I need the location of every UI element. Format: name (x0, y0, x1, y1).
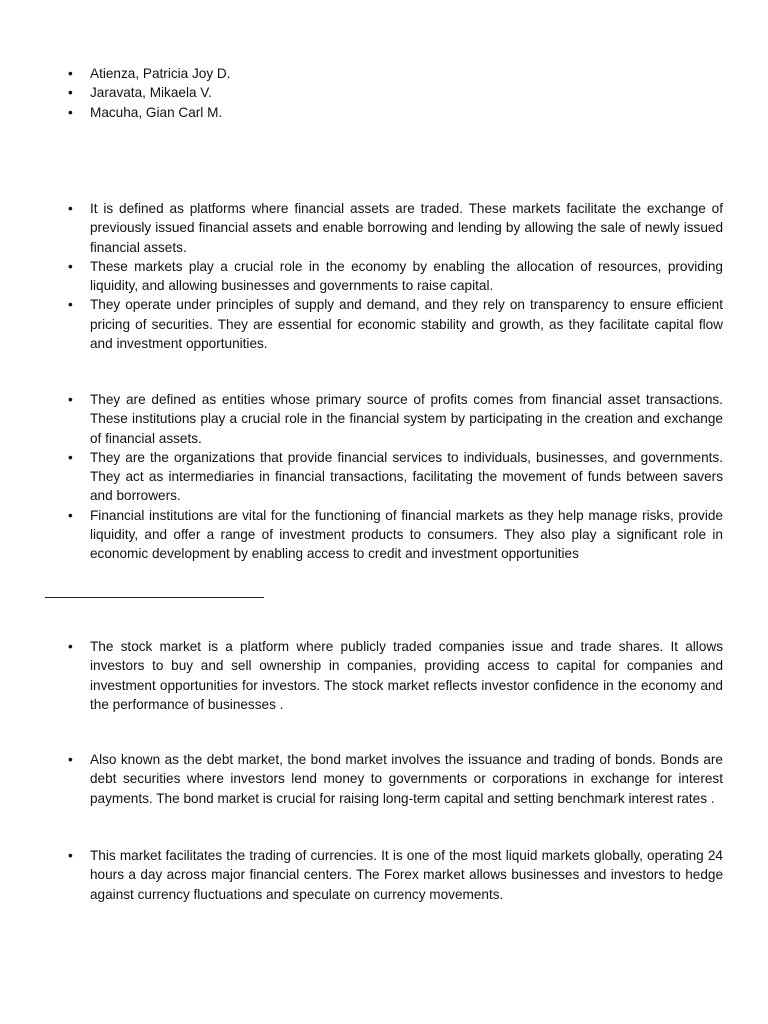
bullet-paragraph: • They operate under principles of supply and demand, and they rely on transparency to ensure efficient pricing of securities. They are essential for economic stability and growth, as they facilitate capital flow and investment opportunities. (90, 295, 723, 353)
author-item: • Macuha, Gian Carl M. (90, 103, 723, 122)
forex-market-list (90, 846, 723, 904)
stock-market-list (90, 637, 723, 714)
bullet-paragraph: • They are the organizations that provide financial services to individuals, businesses, and governments. They act as intermediaries in financial transactions, facilitating the movement of funds between savers and borrowers. (90, 448, 723, 506)
bullet-paragraph: • This market facilitates the trading of currencies. It is one of the most liquid markets globally, operating 24 hours a day across major financial centers. The Forex market allows businesses and investors to hedge against currency fluctuations and speculate on currency movements. (90, 846, 723, 904)
bond-market-list (90, 750, 723, 808)
bullet-paragraph: • The stock market is a platform where publicly traded companies issue and trade shares. It allows investors to buy and sell ownership in companies, providing access to capital for companies and investment opportunities for investors. The stock market reflects investor confidence in the economy and the performance of businesses . (90, 637, 723, 714)
bullet-paragraph: • It is defined as platforms where financial assets are traded. These markets facilitate the exchange of previously issued financial assets and enable borrowing and lending by allowing the sale of newly issued financial assets. (90, 199, 723, 257)
horizontal-divider (45, 597, 264, 598)
financial-institutions-list (90, 390, 723, 564)
bullet-paragraph: • Also known as the debt market, the bond market involves the issuance and trading of bonds. Bonds are debt securities where investors lend money to governments or corporations in exchange for interest payments. The bond market is crucial for raising long-term capital and setting benchmark interest rates . (90, 750, 723, 808)
bullet-paragraph: • These markets play a crucial role in the economy by enabling the allocation of resources, providing liquidity, and allowing businesses and governments to raise capital. (90, 257, 723, 296)
bullet-paragraph: • Financial institutions are vital for the functioning of financial markets as they help manage risks, provide liquidity, and offer a range of investment products to consumers. They also play a significant role in economic development by enabling access to credit and investment opportunities (90, 506, 723, 564)
bullet-paragraph: • They are defined as entities whose primary source of profits comes from financial asset transactions. These institutions play a crucial role in the financial system by participating in the creation and exchange of financial assets. (90, 390, 723, 448)
author-list (90, 64, 723, 122)
author-item: • Atienza, Patricia Joy D. (90, 64, 723, 83)
author-item: • Jaravata, Mikaela V. (90, 83, 723, 102)
financial-markets-list (90, 199, 723, 353)
